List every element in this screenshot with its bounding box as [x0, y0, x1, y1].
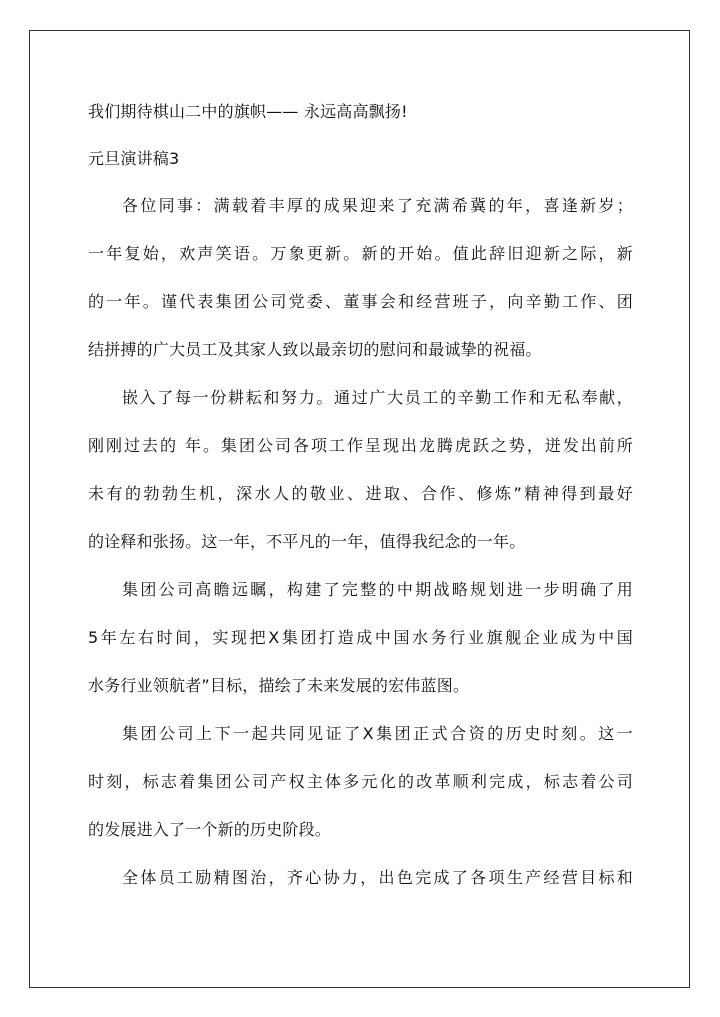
paragraph-2-line-4: 的诠释和张扬。这一年，不平凡的一年，值得我纪念的一年。 [88, 532, 526, 551]
paragraph-3-line-3: 水务行业领航者”目标，描绘了未来发展的宏伟蓝图。 [88, 676, 470, 695]
paragraph-4-line-1: 集团公司上下一起共同见证了X集团正式合资的历史时刻。这一 [122, 724, 633, 743]
paragraph-2-line-2: 刚刚过去的 年。集团公司各项工作呈现出龙腾虎跃之势，迸发出前所 [88, 436, 633, 455]
paragraph-3-line-2: 5年左右时间，实现把X集团打造成中国水务行业旗舰企业成为中国 [88, 628, 633, 647]
paragraph-1-line-4: 结拼搏的广大员工及其家人致以最亲切的慰问和最诚挚的祝福。 [88, 340, 542, 359]
paragraph-4-line-2: 时刻，标志着集团公司产权主体多元化的改革顺利完成，标志着公司 [88, 772, 633, 791]
paragraph-1-line-2: 一年复始，欢声笑语。万象更新。新的开始。值此辞旧迎新之际，新 [88, 244, 633, 263]
section-title: 元旦演讲稿3 [88, 149, 180, 168]
paragraph-3-line-1: 集团公司高瞻远瞩，构建了完整的中期战略规划进一步明确了用 [122, 580, 633, 599]
paragraph-1-line-3: 的一年。谨代表集团公司党委、董事会和经营班子，向辛勤工作、团 [88, 292, 633, 311]
paragraph-1-line-1: 各位同事：满载着丰厚的成果迎来了充满希冀的年，喜逢新岁； [122, 196, 633, 215]
paragraph-2-line-3: 未有的勃勃生机，深水人的敬业、进取、合作、修炼”精神得到最好 [88, 484, 633, 503]
closing-line: 我们期待棋山二中的旗帜—— 永远高高飘扬! [88, 102, 408, 121]
paragraph-4-line-3: 的发展进入了一个新的历史阶段。 [88, 820, 332, 839]
paragraph-5-line-1: 全体员工励精图治，齐心协力，出色完成了各项生产经营目标和 [122, 868, 633, 887]
page-border [29, 30, 690, 988]
paragraph-2-line-1: 嵌入了每一份耕耘和努力。通过广大员工的辛勤工作和无私奉献， [122, 388, 633, 407]
